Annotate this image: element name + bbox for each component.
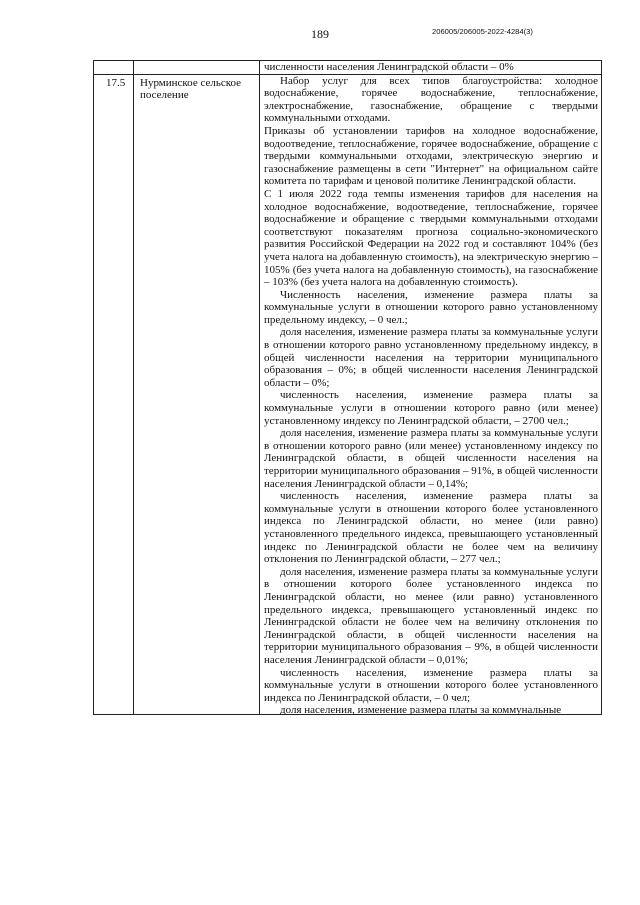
empty-cell	[94, 61, 134, 75]
content-paragraph: доля населения, изменение размера платы за коммунальные услуги в отношении которого равно (или менее) установленному индексу по Ленинградской области, в общей численности населения на территории муниципального образования – 91%, в общей численности населения Ленинградской области – 0,14%;	[264, 427, 598, 490]
table-row-continued	[94, 61, 602, 75]
row-number: 17.5	[94, 74, 134, 715]
content-paragraph: Набор услуг для всех типов благоустройства: холодное водоснабжение, горячее водоснабжение, теплоснабжение, электроснабжение, газоснабжение, обращение с твердыми коммунальными отходами.	[264, 74, 598, 125]
row-content	[260, 74, 602, 715]
settlement-name: Нурминское сельское поселение	[134, 74, 260, 715]
content-paragraph: доля населения, изменение размера платы за коммунальные услуги в отношении которого равно установленному предельному индексу, в общей численности населения на территории муниципального образования – 0%; в общей численности населения Ленинградской области – 0%;	[264, 326, 598, 389]
content-paragraph: Численность населения, изменение размера платы за коммунальные услуги в отношении которого равно установленному предельному индексу, – 0 чел.;	[264, 288, 598, 326]
content-paragraph: Приказы об установлении тарифов на холодное водоснабжение, водоотведение, теплоснабжение, горячее водоснабжение, обращение с твердыми коммунальными отходами, электрическую энергию и газоснабжение размещены в сети "Интернет" на официальном сайте комитета по тарифам и ценовой политике Ленинградской области.	[264, 124, 598, 188]
content-paragraph: численность населения, изменение размера платы за коммунальные услуги в отношении которого равно (или менее) установленному индексу по Ленинградской области, – 2700 чел.;	[264, 389, 598, 427]
table-row	[94, 74, 602, 715]
content-paragraph: С 1 июля 2022 года темпы изменения тарифов для населения на холодное водоснабжение, водоотведение, теплоснабжение, горячее водоснабжение и обращение с твердыми коммунальными отходами соответствуют показателям прогноза социально-экономического развития Российской Федерации на 2022 год и составляют 104% (без учета налога на добавленную стоимость), на электрическую энергию – 105% (без учета налога на добавленную стоимость), на газоснабжение – 103% (без учета налога на добавленную стоимость).	[264, 187, 598, 289]
empty-cell	[134, 61, 260, 75]
content-paragraph: доля населения, изменение размера платы за коммунальные услуги в отношении которого более установленного индекса по Ленинградской области, но менее (или равно) установленного предельного индекса, превышающего установленный индекс по Ленинградской области не более чем на величину отклонения по Ленинградской области, в общей численности населения на территории муниципального образования – 9%, в общей численности населения Ленинградской области – 0,01%;	[264, 565, 598, 666]
page-number: 189	[311, 27, 329, 41]
tariff-table	[93, 60, 602, 715]
document-id: 206005/206005-2022-4284(3)	[432, 27, 533, 36]
content-paragraph: численность населения, изменение размера платы за коммунальные услуги в отношении которого более установленного индекса по Ленинградской области, но менее (или равно) установленного предельного индекса, превышающего установленный индекс по Ленинградской области не более чем на величину отклонения по Ленинградской области, – 277 чел.;	[264, 490, 598, 566]
continued-text: численности населения Ленинградской области – 0%	[260, 61, 602, 75]
content-paragraph: численность населения, изменение размера платы за коммунальные услуги в отношении которого более установленного индекса по Ленинградской области, – 0 чел;	[264, 666, 598, 704]
content-paragraph: доля населения, изменение размера платы за коммунальные	[280, 704, 562, 715]
